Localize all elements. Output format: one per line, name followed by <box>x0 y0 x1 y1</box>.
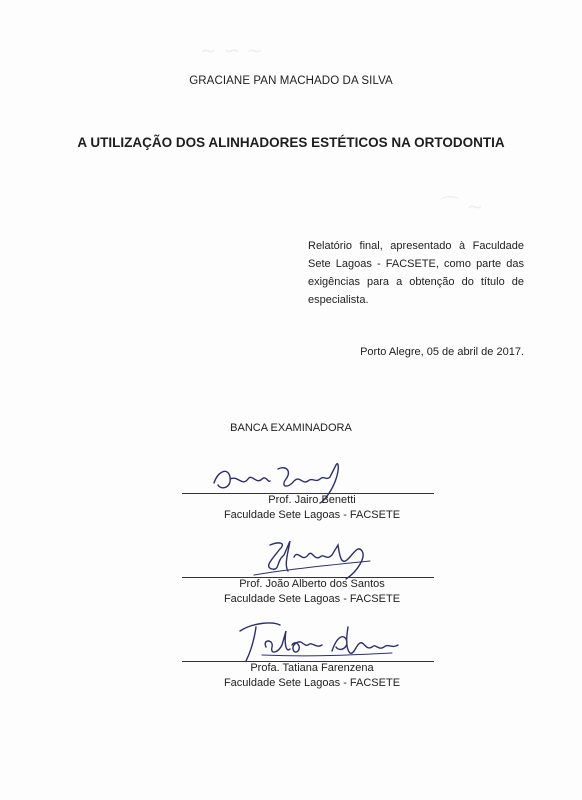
examining-board-heading: BANCA EXAMINADORA <box>230 422 352 434</box>
examiner-name: Profa. Tatiana Farenzena <box>250 662 374 674</box>
examiner-institution: Faculdade Sete Lagoas - FACSETE <box>223 677 401 689</box>
bleed-through-mark: ⌒ ~ <box>440 194 484 218</box>
author-name: GRACIANE PAN MACHADO DA SILVA <box>189 75 393 87</box>
bleed-through-mark: ~ ∽ ~ <box>200 38 263 62</box>
report-description: Relatório final, apresentado à Faculdade Sete Lagoas - FACSETE, como parte das exigências para a obtenção do título de especialista. <box>308 240 524 306</box>
examiner-institution: Faculdade Sete Lagoas - FACSETE <box>223 509 401 521</box>
examiner-name: Prof. João Alberto dos Santos <box>239 578 385 590</box>
examiner-name: Prof. Jairo Benetti <box>268 494 356 506</box>
examiner-institution: Faculdade Sete Lagoas - FACSETE <box>223 593 401 605</box>
document-title: A UTILIZAÇÃO DOS ALINHADORES ESTÉTICOS NA ORTODONTIA <box>77 135 505 150</box>
place-and-date: Porto Alegre, 05 de abril de 2017. <box>360 346 524 358</box>
